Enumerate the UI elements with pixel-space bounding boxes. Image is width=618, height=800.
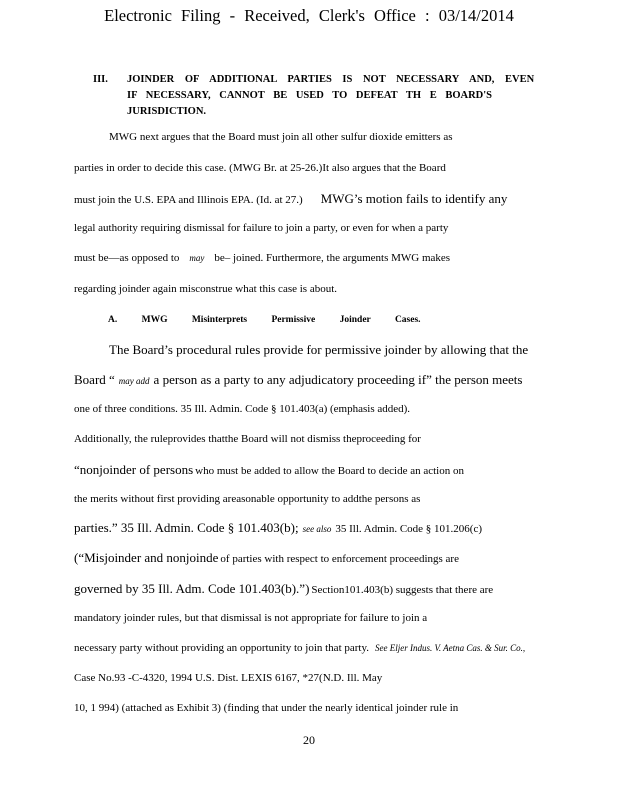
body-line: (“Misjoinder and nonjoinde of parties with respect to enforcement proceedings are xyxy=(74,550,459,565)
page-number: 20 xyxy=(303,733,315,747)
body-line: mandatory joinder rules, but that dismissal is not appropriate for failure to join a xyxy=(74,612,428,624)
body-line: “nonjoinder of persons who must be added to allow the Board to decide an action on xyxy=(74,462,464,477)
section-number: III. xyxy=(93,74,108,85)
body-line: must join the U.S. EPA and Illinois EPA. (Id. at 27.) MWG’s motion fails to identify any xyxy=(74,191,508,206)
section-heading-line-2: IF NECESSARY, CANNOT BE USED TO DEFEAT TH E BOARD'S xyxy=(127,90,493,101)
section-heading-line-3: JURISDICTION. xyxy=(127,106,207,117)
subheading: A. MWG Misinterprets Permissive Joinder Cases. xyxy=(108,315,421,325)
body-line: parties in order to decide this case. (MWG Br. at 25-26.)It also argues that the Board xyxy=(74,162,446,174)
body-line: The Board’s procedural rules provide for permissive joinder by allowing that the xyxy=(109,342,529,357)
body-line: regarding joinder again misconstrue what this case is about. xyxy=(74,283,338,295)
body-line: Board “ may add a person as a party to any adjudicatory proceeding if” the person meets xyxy=(74,372,523,387)
body-line: Additionally, the ruleprovides thatthe Board will not dismiss theproceeding for xyxy=(74,433,421,445)
section-heading-line-1: JOINDER OF ADDITIONAL PARTIES IS NOT NECESSARY AND, EVEN xyxy=(127,74,535,85)
body-line: the merits without first providing areasonable opportunity to addthe persons as xyxy=(74,493,421,505)
body-line: must be—as opposed to may be– joined. Furthermore, the arguments MWG makes xyxy=(74,252,451,264)
body-line: Case No.93 -C-4320, 1994 U.S. Dist. LEXIS 6167, *27(N.D. Ill. May xyxy=(74,672,383,684)
body-line: governed by 35 Ill. Adm. Code 101.403(b).”) Section101.403(b) suggests that there are xyxy=(74,581,494,596)
body-line: 10, 1 994) (attached as Exhibit 3) (finding that under the nearly identical joinder rule in xyxy=(74,702,459,714)
body-line: MWG next argues that the Board must join all other sulfur dioxide emitters as xyxy=(109,131,453,143)
filing-header: Electronic Filing - Received, Clerk's Office : 03/14/2014 xyxy=(104,6,514,25)
body-line: parties.” 35 Ill. Admin. Code § 101.403(b); see also 35 Ill. Admin. Code § 101.206(c) xyxy=(74,520,482,535)
body-line: legal authority requiring dismissal for failure to join a party, or even for when a party xyxy=(74,222,449,234)
body-line: necessary party without providing an opportunity to join that party. See Eljer Indus. V. Aetna Cas. & Sur. Co., xyxy=(74,642,526,654)
body-line: one of three conditions. 35 Ill. Admin. Code § 101.403(a) (emphasis added). xyxy=(74,403,411,415)
